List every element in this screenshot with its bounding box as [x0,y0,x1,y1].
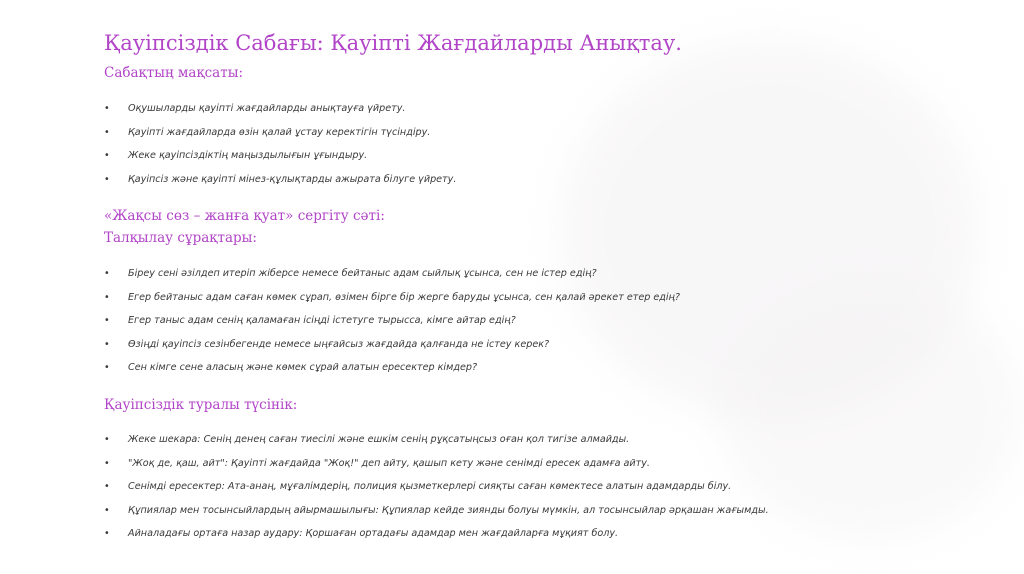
section-subheading-discussion: Талқылау сұрақтары: [104,230,257,246]
bullet-icon: • [104,434,110,445]
bullet-icon: • [104,291,110,303]
section-heading-warmup: «Жақсы сөз – жанға қуат» сергіту сәті: [104,208,385,224]
bullet-icon: • [104,338,110,350]
section-heading-objectives: Сабақтың мақсаты: [104,65,243,81]
slide-title: Қауіпсіздік Сабағы: Қауіпті Жағдайларды Анықтау. [104,31,682,55]
section-heading-safety-concepts: Қауіпсіздік туралы түсінік: [104,397,298,413]
slide: Қауіпсіздік Сабағы: Қауіпті Жағдайларды Анықтау. Сабақтың мақсаты: • Оқушыларды қауіпті жағдайларды анықтауға үйрету. • Қауіпті жағдайларда өзін қалай ұстау керектігін түсіндіру. • Жеке қауіпсіздіктің маңыздылығын ұғындыру. • Қауіпсіз және қауіпті мінез-құлықтарды ажырата білуге үйрету. «Жақсы сөз – жанға қуат» сергіту сәті: Талқылау сұрақтары: • Біреу сені әзілдеп итеріп жіберсе немесе бейтаныс адам сыйлық ұсынса, сен не істер едің? • Егер бейтаныс адам саған көмек сұрап, өзімен бірге бір жерге баруды ұсынса, сен қалай әрекет етер едің? • Егер таныс адам сенің қаламаған ісіңді істетуге тырысса, кімге айтар едің? • Өзіңді қауіпсіз сезінбегенде немесе ыңғайсыз жағдайда қалғанда не істеу керек? • Сен кімге сене аласың және көмек сұрай алатын ересектер кімдер? Қауіпсіздік туралы түсінік: • Жеке шекара: Сенің денең саған тиесілі және ешкім сенің рұқсатыңсыз оған қол тигізе алмайды. • "Жоқ де, қаш, айт": Қауіпті жағдайда "Жоқ!" деп айту, қашып кету және сенімді ересек адамға айту. • Сенімді ересектер: Ата-анаң, мұғалімдерің, полиция қызметкерлері сияқты саған көмектесе алатын адамдарды білу. • Құпиялар мен тосынсыйлардың айырмашылығы: Құпиялар кейде зиянды болуы мүмкін, ал тосынсыйлар әрқашан жағымды. • Айналадағы ортаға назар аудару: Қоршаған ортадағы адамдар мен жағдайларға мұқият болу. [104,31,769,539]
bullet-icon: • [104,150,110,161]
bullet-icon: • [104,315,110,326]
bullet-icon: • [104,173,110,185]
bullet-icon: • [104,362,110,373]
bullet-icon: • [104,481,110,492]
bullet-icon: • [104,103,110,114]
bullet-icon: • [104,457,110,469]
bullet-icon: • [104,126,110,138]
bullet-icon: • [104,268,110,279]
bullet-icon: • [104,504,110,516]
bullet-icon: • [104,528,110,539]
